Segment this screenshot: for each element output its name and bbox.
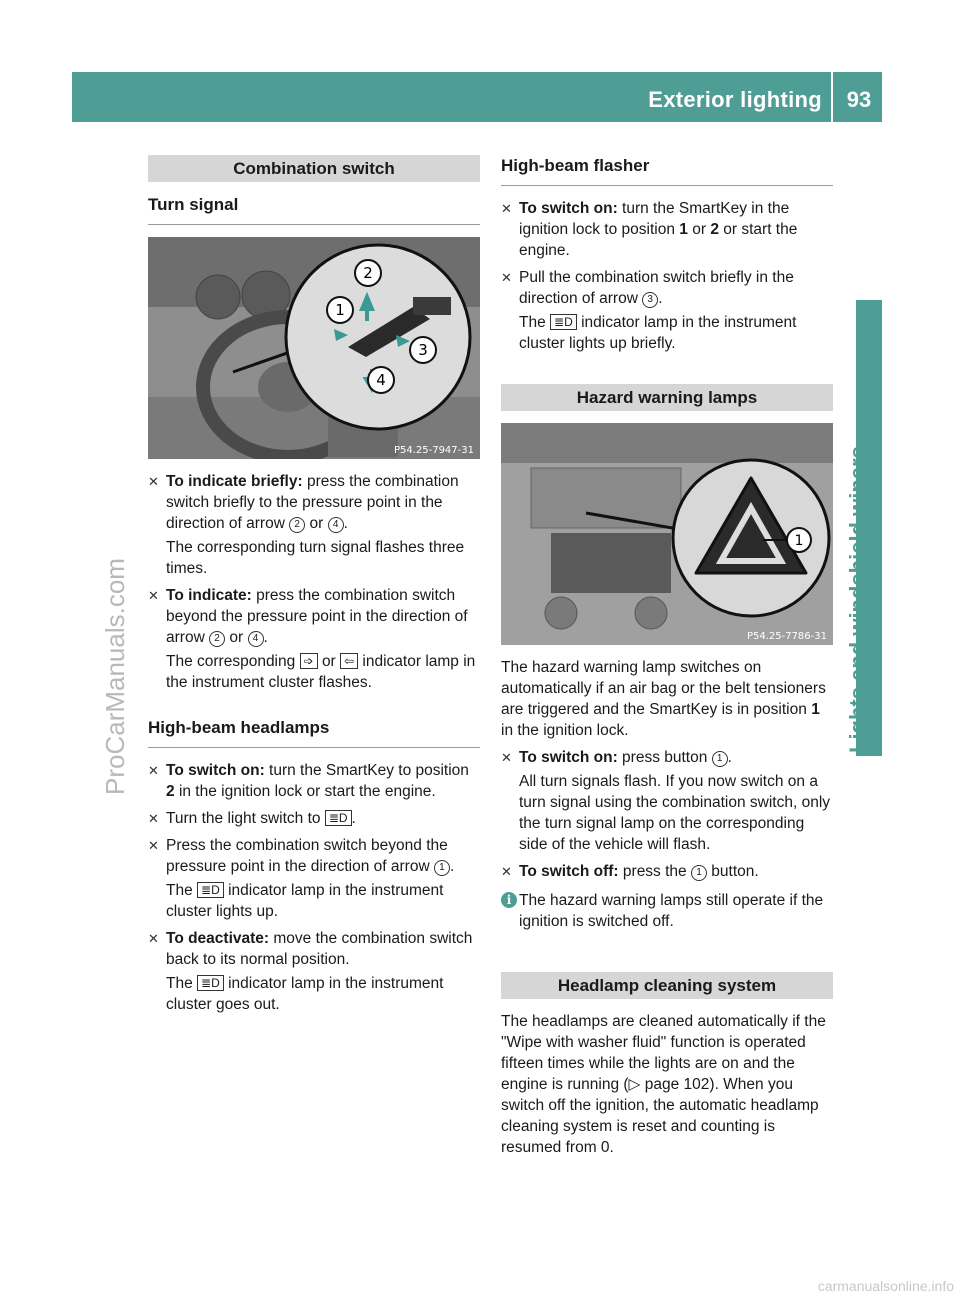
step-text: press the combination switch briefly to the pressure point in the direction of arrow — [166, 473, 459, 532]
step-text: or start the engine. — [519, 221, 798, 259]
hazard-switch-figure — [501, 423, 833, 645]
info-note — [501, 890, 833, 932]
low-beam-icon: ≣D — [325, 810, 352, 826]
arrow-ref: 4 — [248, 631, 264, 647]
step-label: To switch off: — [519, 863, 619, 880]
step-text: press the combination switch beyond the pressure point in the direction of arrow — [166, 587, 468, 646]
info-icon: i — [501, 892, 517, 908]
arrow-ref: 3 — [642, 292, 658, 308]
step-bullet-icon: ✕ — [501, 201, 512, 216]
step-bullet-icon: ✕ — [148, 588, 159, 603]
step-text: in the ignition lock or start the engine. — [178, 783, 436, 800]
high-beam-icon: ≣D — [550, 314, 577, 330]
step-label: To indicate briefly: — [166, 473, 303, 490]
step-hb-switch-on — [148, 760, 480, 802]
or-text: or — [321, 653, 336, 670]
step-text: Pull the combination switch briefly in the direction of arrow — [519, 269, 794, 307]
step-bullet-icon: ✕ — [148, 763, 159, 778]
step-bullet-icon: ✕ — [148, 931, 159, 946]
section-heading-combination-switch: Combination switch — [148, 155, 480, 182]
step-indicate-briefly: ✕ To indicate briefly: press the combination switch briefly to the pressure point in the direction of arrow 2 or 4 . The corresponding turn signal flashes three times. — [148, 471, 480, 579]
button-ref: 1 — [691, 865, 707, 881]
step-flasher-switch-on — [501, 198, 833, 261]
step-text: turn the SmartKey to position — [269, 762, 469, 779]
right-turn-indicator-icon: ➩ — [300, 653, 318, 669]
step-label: To deactivate: — [166, 930, 270, 947]
position-value: 2 — [710, 221, 719, 238]
callout-4: 4 — [376, 371, 386, 389]
figure-caption: P54.25-7947-31 — [393, 445, 474, 456]
step-text: The — [166, 882, 193, 899]
left-turn-indicator-icon: ⇦ — [340, 653, 358, 669]
step-indicate: ✕ To indicate: press the combination switch beyond the pressure point in the direction of arrow 2 or 4 . The corresponding ➩ or ⇦ indicator lamp in the instrument cluster flashes. — [148, 587, 476, 691]
step-text: The corresponding — [166, 653, 296, 670]
step-result: The corresponding turn signal flashes three times. — [166, 539, 465, 577]
step-text: press the — [622, 863, 687, 880]
watermark: ProCarManuals.com — [100, 558, 130, 795]
arrow-ref: 2 — [209, 631, 225, 647]
step-hb-deactivate — [148, 928, 480, 1015]
step-result: All turn signals flash. If you now switch on a turn signal using the combination switch, only the turn signal lamp on the corresponding side of the vehicle will flash. — [519, 773, 831, 853]
hazard-auto-paragraph — [501, 657, 833, 741]
figure-caption: P54.25-7786-31 — [746, 631, 827, 642]
arrow-ref: 2 — [289, 517, 305, 533]
position-value: 1 — [811, 701, 820, 718]
high-beam-icon: ≣D — [197, 975, 224, 991]
step-text: Turn the light switch to — [166, 810, 321, 827]
step-text: button. — [711, 863, 759, 880]
section-heading-hazard-warning-lamps: Hazard warning lamps — [501, 384, 833, 411]
step-label: To indicate: — [166, 587, 252, 604]
step-bullet-icon: ✕ — [501, 864, 512, 879]
step-hb-press: ✕ Press the combination switch beyond the pressure point in the direction of arrow 1 . The ≣D indicator lamp in the instrument cluster lights up. — [148, 837, 455, 920]
section-heading-headlamp-cleaning: Headlamp cleaning system — [501, 972, 833, 999]
footer-url[interactable]: carmanualsonline.info — [817, 1278, 954, 1294]
or-text: or — [692, 221, 707, 238]
button-ref: 1 — [712, 751, 728, 767]
para-text: The hazard warning lamp switches on automatically if an air bag or the belt tensioners are triggered and the SmartKey is in position — [501, 659, 826, 718]
step-hb-light-switch: ✕ Turn the light switch to ≣D . — [148, 810, 356, 827]
step-label: To switch on: — [519, 749, 618, 766]
callout-2: 2 — [363, 264, 373, 282]
subheading-high-beam-headlamps: High-beam headlamps — [148, 717, 480, 748]
position-value: 2 — [166, 783, 175, 800]
step-text: indicator lamp in the instrument cluster flashes. — [166, 653, 476, 691]
callout-1: 1 — [794, 533, 804, 549]
step-hazard-switch-on: ✕ To switch on: press button 1 . All turn signals flash. If you now switch on a turn signal using the combination switch, only the turn signal lamp on the corresponding side of the vehicle will flash. — [501, 747, 833, 855]
step-flasher-pull: ✕ Pull the combination switch briefly in the direction of arrow 3 . The ≣D indicator lamp in the instrument cluster lights up briefly. — [501, 269, 797, 352]
or-text: or — [229, 629, 244, 646]
combination-switch-figure — [148, 237, 480, 459]
step-text: indicator lamp in the instrument cluster lights up. — [166, 882, 444, 920]
step-bullet-icon: ✕ — [501, 270, 512, 285]
step-text: press button — [622, 749, 708, 766]
or-text: or — [309, 515, 324, 532]
chapter-tab-label: Lights and windshield wipers — [845, 446, 870, 753]
step-label: To switch on: — [166, 762, 265, 779]
hazard-switch-illustration — [501, 423, 833, 645]
step-text: move the combination switch back to its normal position. — [166, 930, 473, 968]
left-column — [148, 155, 480, 1021]
header-divider — [831, 72, 833, 122]
step-text: Press the combination switch beyond the pressure point in the direction of arrow — [166, 837, 448, 875]
step-bullet-icon: ✕ — [148, 474, 159, 489]
para-text: in the ignition lock. — [501, 722, 629, 739]
step-bullet-icon: ✕ — [148, 838, 159, 853]
step-label: To switch on: — [519, 200, 618, 217]
arrow-ref: 4 — [328, 517, 344, 533]
right-column — [501, 155, 833, 1164]
info-text: The hazard warning lamps still operate if the ignition is switched off. — [519, 892, 824, 930]
step-text: The — [519, 314, 546, 331]
combination-switch-illustration — [148, 237, 480, 459]
step-bullet-icon: ✕ — [148, 811, 159, 826]
page-number: 93 — [846, 87, 872, 112]
step-text: The — [166, 975, 193, 992]
callout-1: 1 — [335, 301, 345, 319]
step-hazard-switch-off — [501, 861, 833, 882]
headlamp-cleaning-paragraph: The headlamps are cleaned automatically if the "Wipe with washer fluid" function is operated fifteen times while the lights are on and the engine is running (▷ page 102). When you switch off the ignition, the automatic headlamp cleaning system is reset and counting is resumed from 0. — [501, 1013, 826, 1156]
subheading-high-beam-flasher: High-beam flasher — [501, 155, 833, 186]
position-value: 1 — [679, 221, 688, 238]
step-bullet-icon: ✕ — [501, 750, 512, 765]
callout-3: 3 — [418, 341, 428, 359]
step-text: indicator lamp in the instrument cluster goes out. — [166, 975, 444, 1013]
step-text: indicator lamp in the instrument cluster lights up briefly. — [519, 314, 797, 352]
step-text: turn the SmartKey in the ignition lock to position — [519, 200, 790, 238]
arrow-ref: 1 — [434, 860, 450, 876]
page-title: Exterior lighting — [648, 87, 822, 112]
high-beam-icon: ≣D — [197, 882, 224, 898]
subheading-turn-signal: Turn signal — [148, 194, 480, 225]
